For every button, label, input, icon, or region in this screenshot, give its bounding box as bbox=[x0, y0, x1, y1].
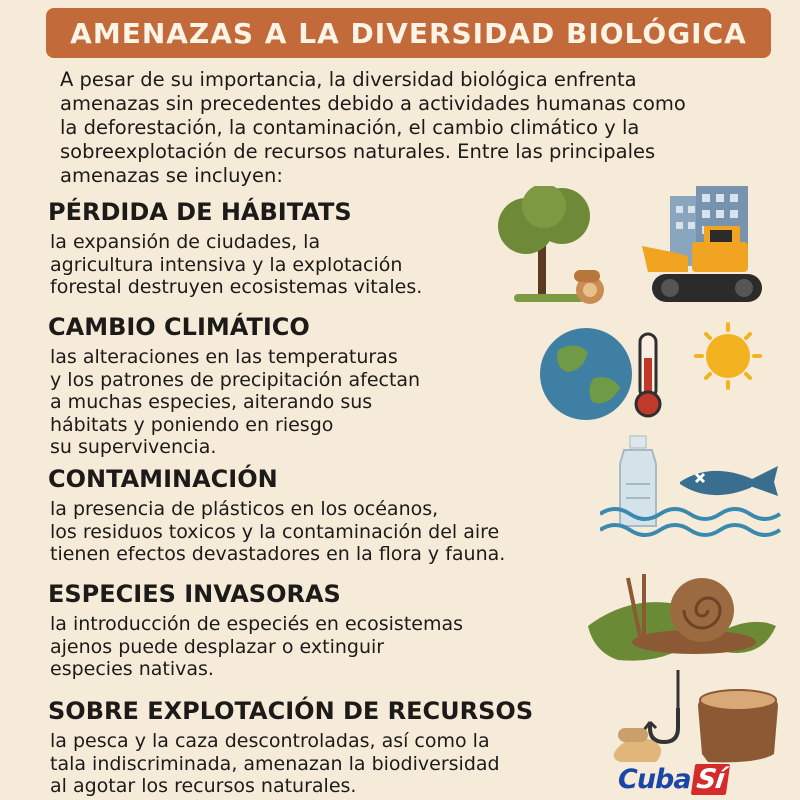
section-heading: CONTAMINACIÓN bbox=[48, 465, 278, 493]
section-text: las alteraciones en las temperaturas y los patrones de precipitación afectan a muchas especies, aiterando sus hábitats y poniendo en riesgo su supervivencia. bbox=[50, 346, 421, 458]
intro-paragraph: A pesar de su importancia, la diversidad biológica enfrenta amenazas sin precedentes debido a actividades humanas como la deforestación, la contaminación, el cambio climático y la sobreexplotación de recursos naturales. Entre las principales amenazas se incluyen: bbox=[60, 68, 686, 187]
section-heading: ESPECIES INVASORAS bbox=[48, 580, 341, 608]
section-invasive-species bbox=[48, 579, 463, 681]
section-text: la pesca y la caza descontroladas, así como la tala indiscriminada, amenazan la biodiversidad al agotar los recursos naturales. bbox=[50, 730, 500, 797]
tree-city-bulldozer-icon bbox=[492, 186, 782, 316]
section-heading: CAMBIO CLIMÁTICO bbox=[48, 313, 310, 341]
fishhook-stump-icon bbox=[608, 668, 786, 764]
cubasi-logo bbox=[618, 762, 727, 796]
section-climate-change bbox=[48, 312, 420, 459]
section-pollution bbox=[48, 464, 505, 566]
section-text: la introducción de especiés en ecosistemas ajenos puede desplazar o extinguir especies nativas. bbox=[50, 613, 464, 680]
section-heading: SOBRE EXPLOTACIÓN DE RECURSOS bbox=[48, 697, 534, 725]
bottle-dead-fish-icon bbox=[600, 434, 790, 544]
section-habitat-loss bbox=[48, 197, 422, 299]
section-overexploitation bbox=[48, 696, 533, 798]
snail-leaf-icon bbox=[584, 566, 780, 676]
logo-text-si: Sí bbox=[690, 764, 729, 795]
title-banner bbox=[46, 8, 771, 58]
section-text: la expansión de ciudades, la agricultura intensiva y la explotación forestal destruyen ecosistemas vitales. bbox=[50, 231, 423, 298]
logo-text-cuba: Cuba bbox=[618, 763, 691, 795]
section-text: la presencia de plásticos en los océanos, los residuos toxicos y la contaminación del aire tienen efectos devastadores en la flora y fauna. bbox=[50, 498, 506, 565]
page-title: AMENAZAS A LA DIVERSIDAD BIOLÓGICA bbox=[70, 16, 747, 50]
section-heading: PÉRDIDA DE HÁBITATS bbox=[48, 198, 352, 226]
earth-thermometer-sun-icon bbox=[528, 322, 778, 422]
